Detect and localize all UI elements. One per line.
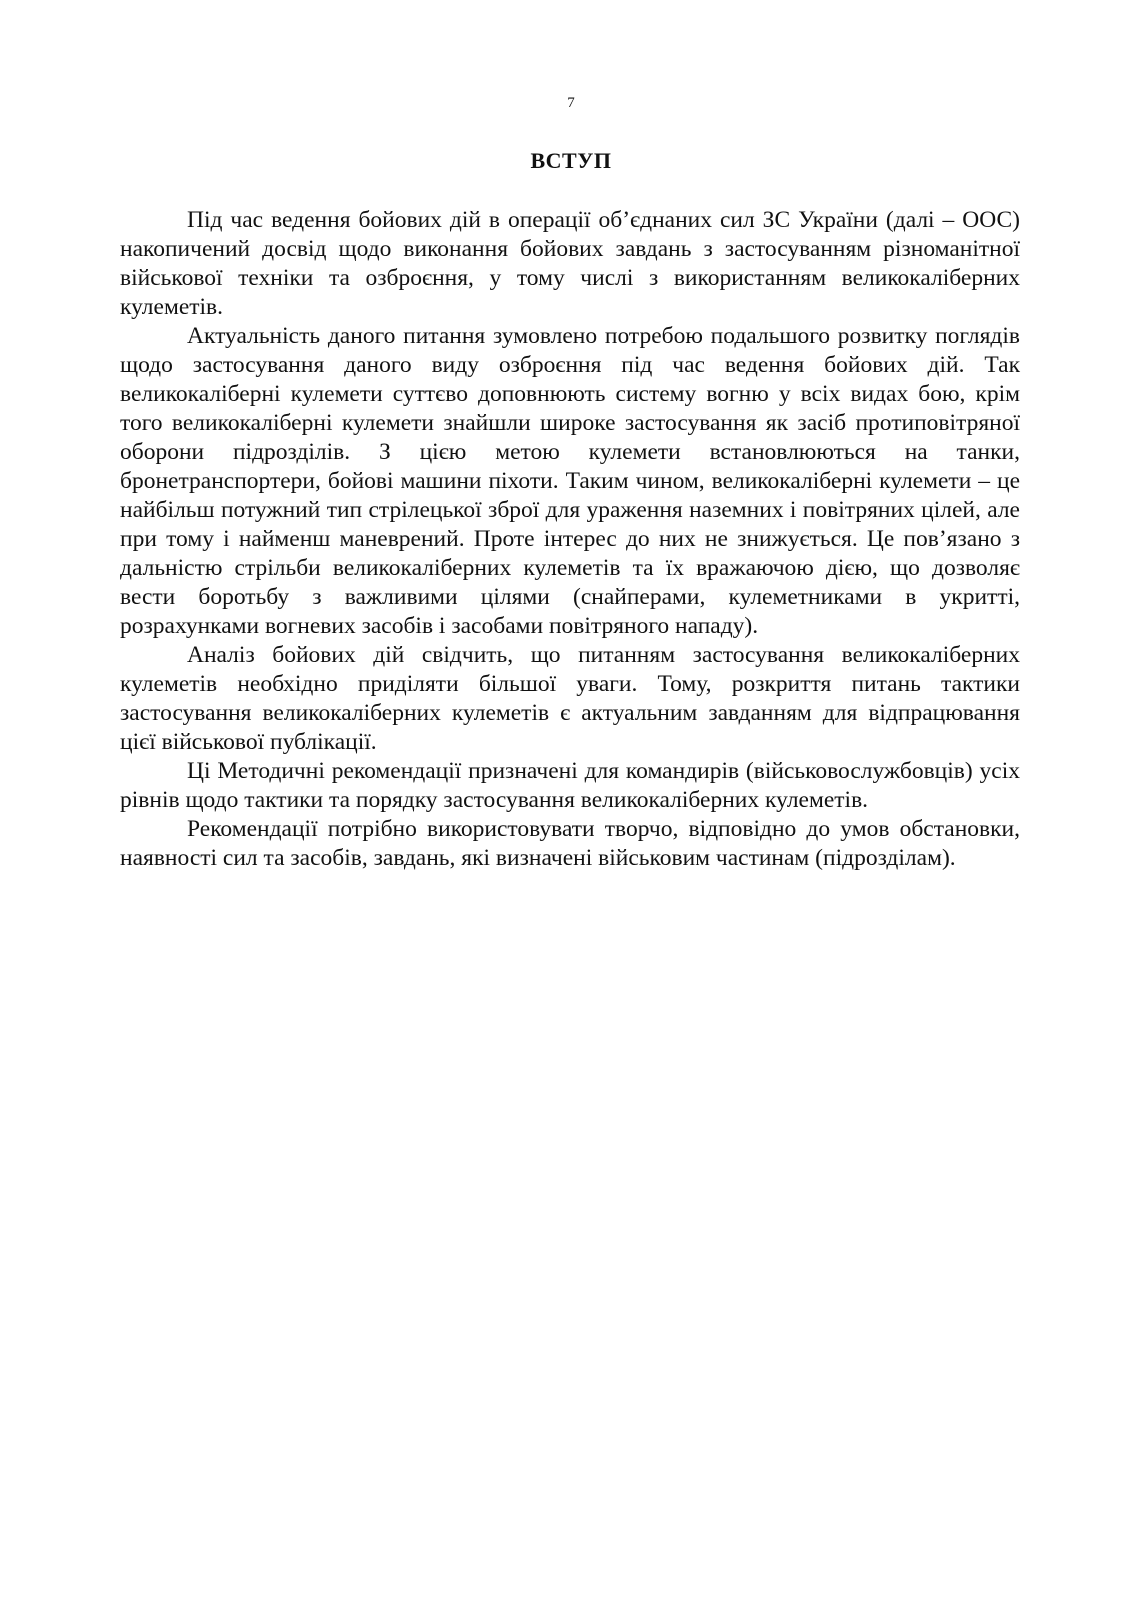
paragraph: Під час ведення бойових дій в операції об’єднаних сил ЗС України (далі – ООС) накопичений досвід щодо виконання бойових завдань з застосуванням різноманітної військової техніки та озброєння, у тому числі з використанням великокаліберних кулеметів. xyxy=(120,207,1020,320)
paragraph: Актуальність даного питання зумовлено потребою подальшого розвитку поглядів щодо застосування даного виду озброєння під час ведення бойових дій. Так великокаліберні кулемети суттєво доповнюють систему вогню у всіх видах бою, крім того великокаліберні кулемети знайшли широке застосування як засіб протиповітряної оборони підрозділів. З цією метою кулемети встановлюються на танки, бронетранспортери, бойові машини піхоти. Таким чином, великокаліберні кулемети – це найбільш потужний тип стрілецької зброї для ураження наземних і повітряних цілей, але при тому і найменш маневрений. Проте інтерес до них не знижується. Це пов’язано з дальністю стрільби великокаліберних кулеметів та їх вражаючою дією, що дозволяє вести боротьбу з важливими цілями (снайперами, кулеметниками в укритті, розрахунками вогневих засобів і засобами повітряного нападу). xyxy=(120,323,1020,639)
paragraph: Аналіз бойових дій свідчить, що питанням застосування великокаліберних кулеметів необхідно приділяти більшої уваги. Тому, розкриття питань тактики застосування великокаліберних кулеметів є актуальним завданням для відпрацювання цієї військової публікації. xyxy=(120,642,1020,755)
page-number: 7 xyxy=(567,95,575,111)
paragraph: Рекомендації потрібно використовувати творчо, відповідно до умов обстановки, наявності сил та засобів, завдань, які визначені військовим частинам (підрозділам). xyxy=(120,816,1020,871)
paragraph: Ці Методичні рекомендації призначені для командирів (військовослужбовців) усіх рівнів щодо тактики та порядку застосування великокаліберних кулеметів. xyxy=(120,758,1020,813)
section-heading: ВСТУП xyxy=(530,148,612,173)
body-text xyxy=(120,206,1020,873)
